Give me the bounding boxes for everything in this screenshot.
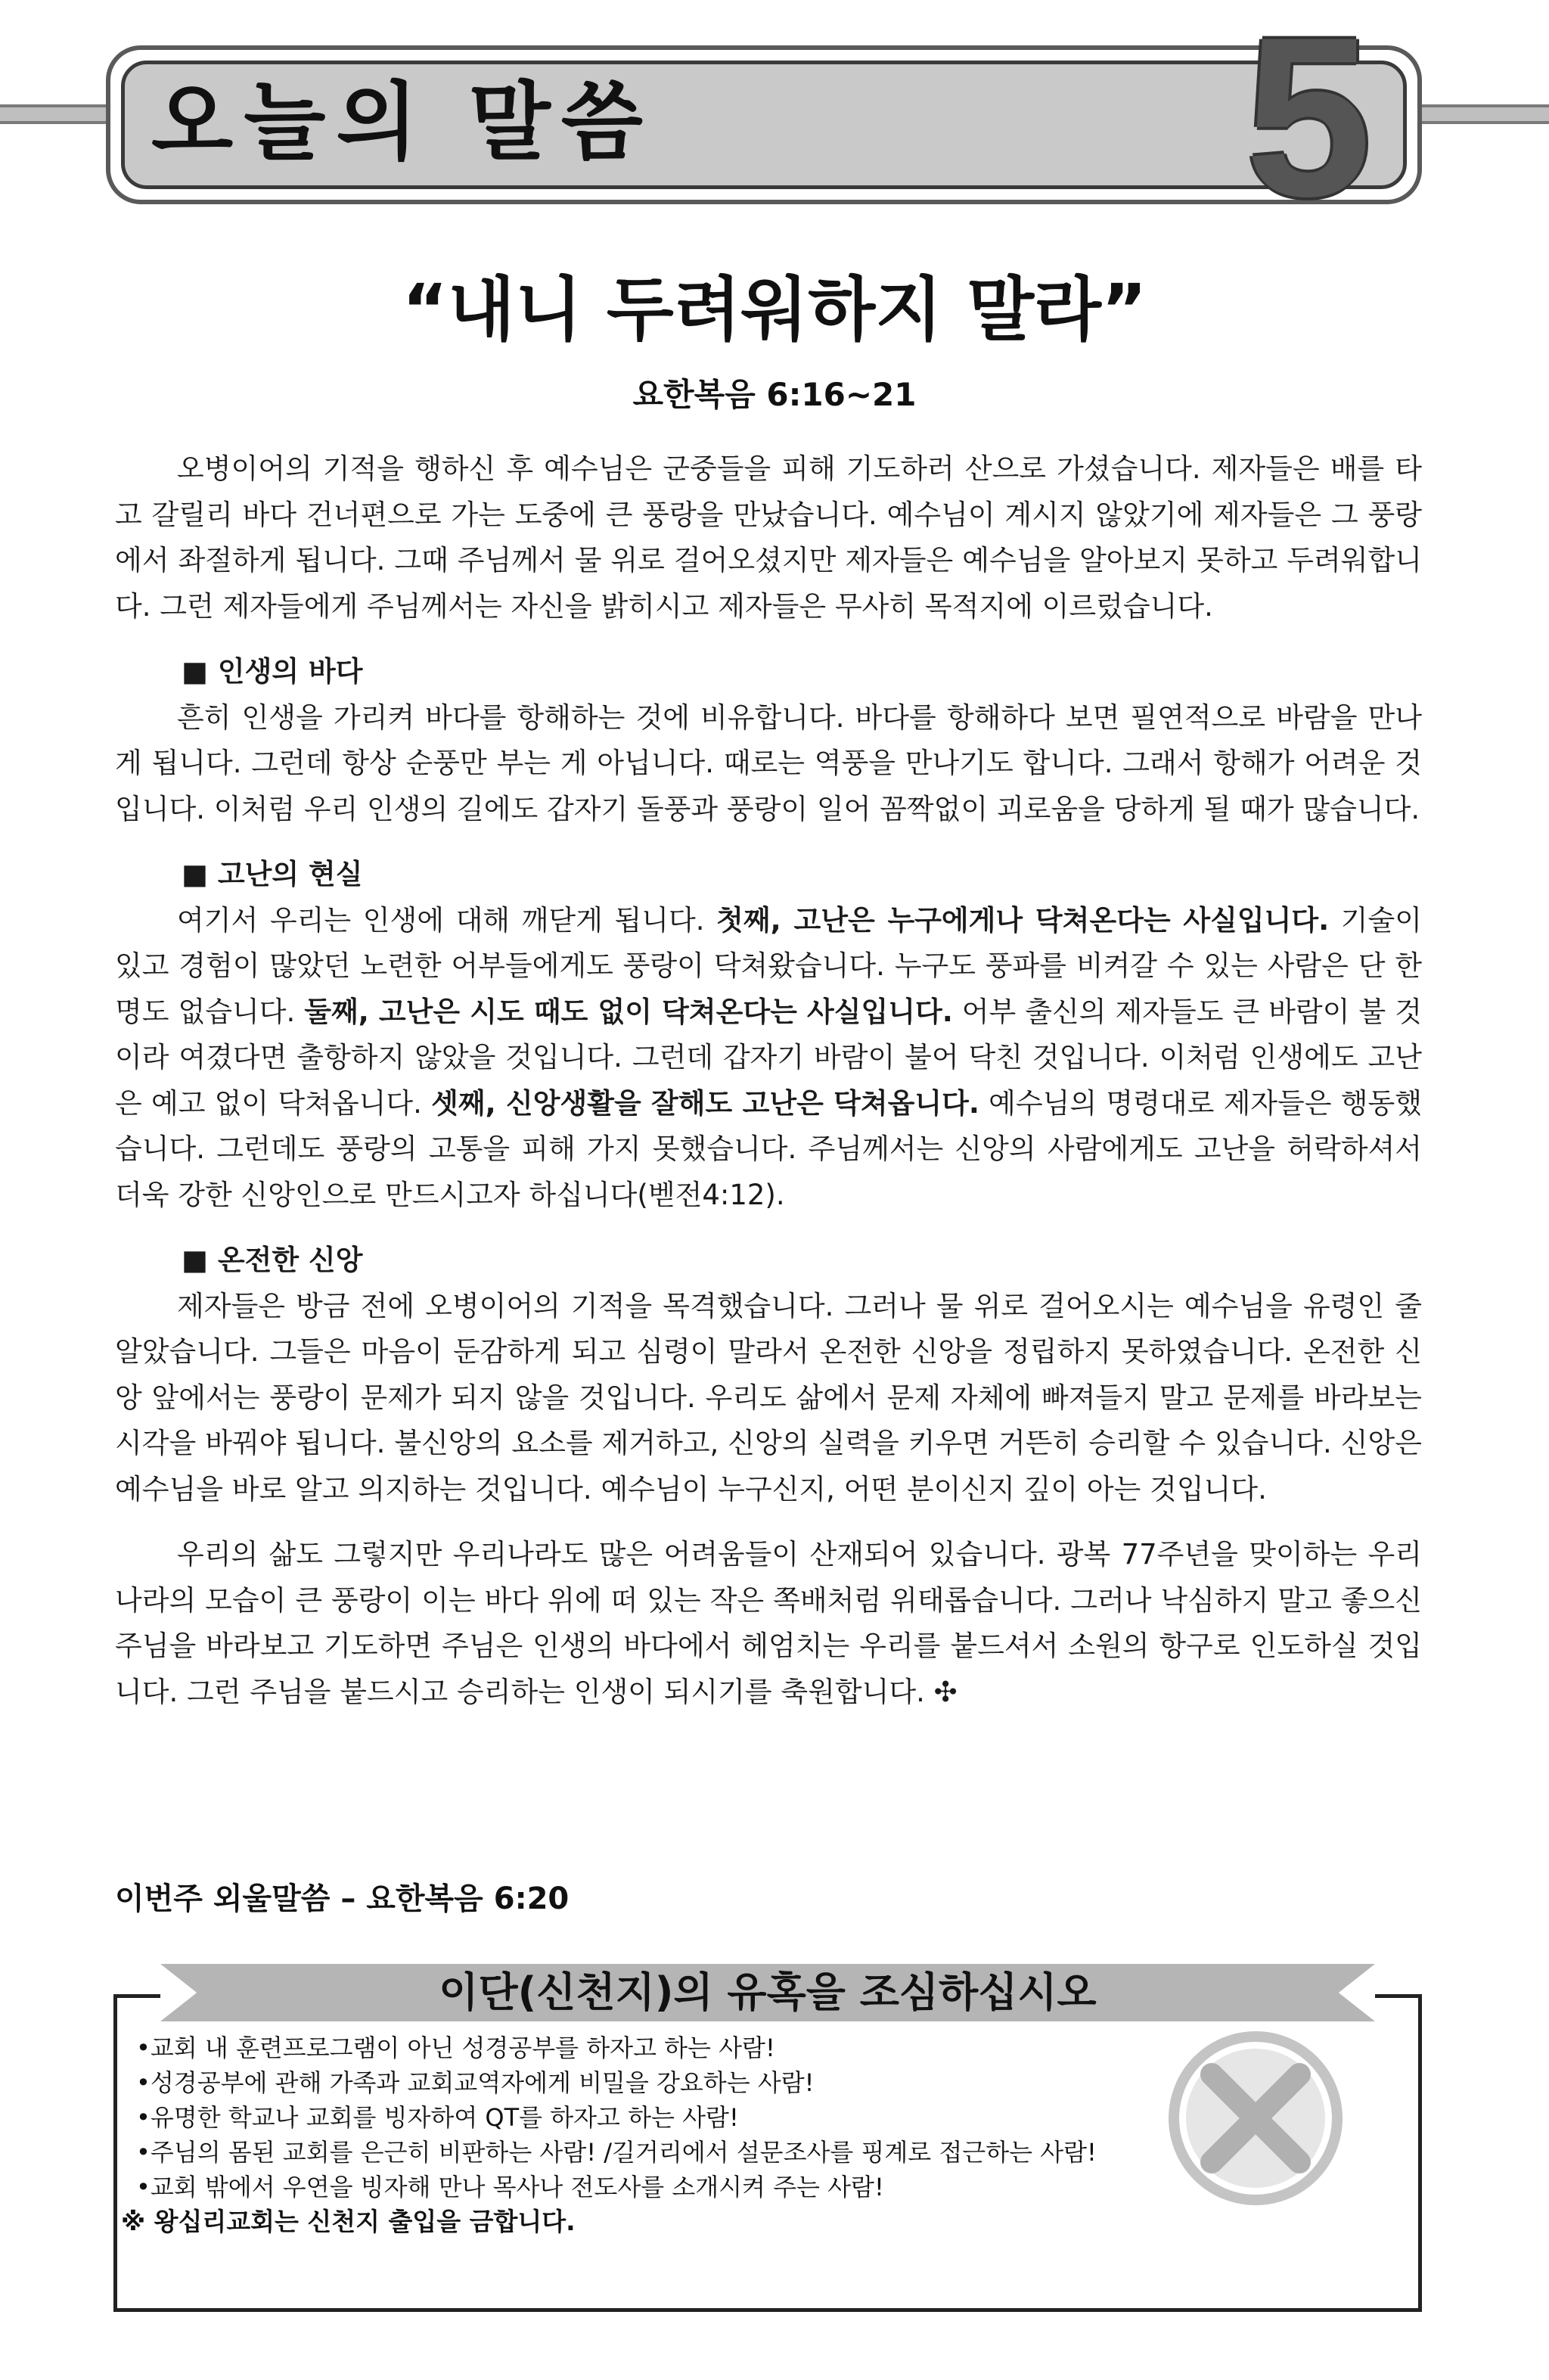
- warning-box-top-left-rule: [113, 1994, 160, 1998]
- section-heading-complete-faith: ■ 온전한 신앙: [182, 1244, 363, 1276]
- list-item: •유명한 학교나 교회를 빙자하여 QT를 하자고 하는 사람!: [136, 2103, 739, 2132]
- list-item: •교회 내 훈련프로그램이 아닌 성경공부를 하자고 하는 사람!: [136, 2034, 775, 2062]
- section-heading-reality-of-suffering: ■ 고난의 현실: [182, 858, 363, 890]
- scripture-reference: 요한복음 6:16~21: [632, 376, 917, 413]
- memory-verse: 이번주 외울말씀 – 요한복음 6:20: [115, 1881, 570, 1916]
- bold-point-second: 둘째, 고난은 시도 때도 없이 닥쳐온다는 사실입니다.: [304, 995, 953, 1028]
- text-run: 어부 출신의 제자들도 큰 바람이 불 것이라 여겼다면 출항하지 않았을 것입니다. 그런데 갑자기 바람이 불어 닥친 것입니다. 이처럼 인생에도 고난은 예고 없이 닥쳐옵니다.: [115, 995, 1422, 1120]
- bold-point-first: 첫째, 고난은 누구에게나 닥쳐온다는 사실입니다.: [716, 903, 1330, 937]
- list-item: •성경공부에 관해 가족과 교회교역자에게 비밀을 강요하는 사람!: [136, 2068, 815, 2097]
- warning-note: ※ 왕십리교회는 신천지 출입을 금합니다.: [121, 2207, 576, 2236]
- section-heading-sea-of-life: ■ 인생의 바다: [182, 655, 363, 688]
- intro-paragraph: 오병이어의 기적을 행하신 후 예수님은 군중들을 피해 기도하러 산으로 가셨습니다. 제자들은 배를 타고 갈릴리 바다 건너편으로 가는 도중에 큰 풍랑을 만났습니다. 예수님이 계시지 않았기에 제자들은 그 풍랑에서 좌절하게 됩니다. 그때 주님께서 물 위로 걸어오셨지만 제자들은 예수님을 알아보지 못하고 두려워합니다. 그런 제자들에게 주님께서는 자신을 밝히시고 제자들은 무사히 목적지에 이르렀습니다.: [115, 452, 1422, 623]
- sermon-body: [115, 446, 1422, 1715]
- bold-point-third: 셋째, 신앙생활을 잘해도 고난은 닥쳐옵니다.: [431, 1086, 979, 1120]
- section-text-complete-faith: 제자들은 방금 전에 오병이어의 기적을 목격했습니다. 그러나 물 위로 걸어오시는 예수님을 유령인 줄 알았습니다. 그들은 마음이 둔감하게 되고 심령이 말라서 온전한 신앙을 정립하지 못하였습니다. 온전한 신앙 앞에서는 풍랑이 문제가 되지 않을 것입니다. 우리도 삶에서 문제 자체에 빠져들지 말고 문제를 바라보는 시각을 바꿔야 됩니다. 불신앙의 요소를 제거하고, 신앙의 실력을 키우면 거뜬히 승리할 수 있습니다. 신앙은 예수님을 바로 알고 의지하는 것입니다. 예수님이 누구신지, 어떤 분이신지 깊이 아는 것입니다.: [115, 1289, 1422, 1505]
- page-number: 5: [1245, 0, 1372, 244]
- warning-box-top-right-rule: [1375, 1994, 1422, 1998]
- section-text-sea-of-life: 흔히 인생을 가리켜 바다를 항해하는 것에 비유합니다. 바다를 항해하다 보면 필연적으로 바람을 만나게 됩니다. 그런데 항상 순풍만 부는 게 아닙니다. 때로는 역풍을 만나기도 합니다. 그래서 항해가 어려운 것입니다. 이처럼 우리 인생의 길에도 갑자기 돌풍과 풍랑이 일어 꼼짝없이 괴로움을 당하게 될 때가 많습니다.: [115, 701, 1422, 825]
- closing-paragraph: 우리의 삶도 그렇지만 우리나라도 많은 어려움들이 산재되어 있습니다. 광복 77주년을 맞이하는 우리나라의 모습이 큰 풍랑이 이는 바다 위에 떠 있는 작은 쪽배처럼 위태롭습니다. 그러나 낙심하지 말고 좋으신 주님을 바라보고 기도하면 주님은 인생의 바다에서 헤엄치는 우리를 붙드셔서 소원의 항구로 인도하실 것입니다. 그런 주님을 붙드시고 승리하는 인생이 되시기를 축원합니다. ✣: [115, 1538, 1422, 1708]
- text-run: 기술이 있고 경험이 많았던 노련한 어부들에게도 풍랑이 닥쳐왔습니다. 누구도 풍파를 비켜갈 수 있는 사람은 단 한 명도 없습니다.: [115, 903, 1422, 1028]
- text-run: 여기서 우리는 인생에 대해 깨닫게 됩니다.: [177, 903, 717, 937]
- header-title: 오늘의 말씀: [151, 73, 653, 172]
- list-item: •주님의 몸된 교회를 은근히 비판하는 사람! /길거리에서 설문조사를 핑계로 접근하는 사람!: [136, 2138, 1097, 2167]
- warning-title: 이단(신천지)의 유혹을 조심하십시오: [439, 1968, 1097, 2016]
- section-text-reality-of-suffering: [115, 898, 1422, 1219]
- warning-list: [136, 2030, 1407, 2204]
- sermon-title: “내니 두려워하지 말라”: [402, 269, 1147, 350]
- list-item: •교회 밖에서 우연을 빙자해 만나 목사나 전도사를 소개시켜 주는 사람!: [136, 2173, 884, 2201]
- text-run: 예수님의 명령대로 제자들은 행동했습니다. 그런데도 풍랑의 고통을 피해 가지 못했습니다. 주님께서는 신앙의 사람에게도 고난을 허락하셔서 더욱 강한 신앙인으로 만드시고자 하십니다(벧전4:12).: [115, 1086, 1422, 1211]
